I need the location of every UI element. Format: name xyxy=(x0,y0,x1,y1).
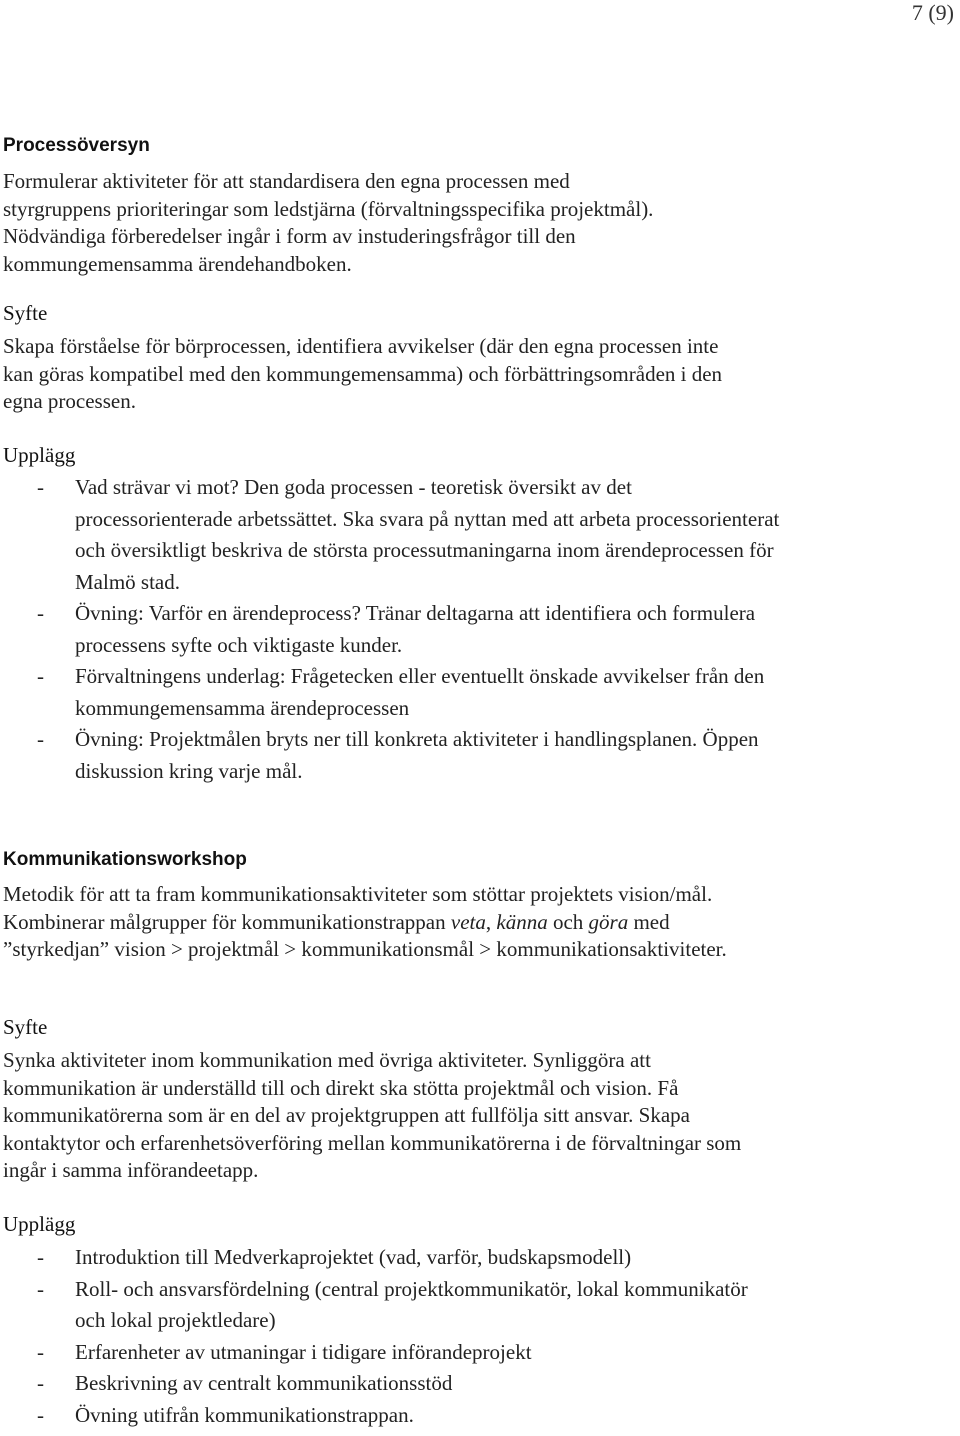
list-dash: - xyxy=(37,1245,44,1269)
comm-upplagg-list xyxy=(3,1242,773,1431)
list-item: - Roll- och ansvarsfördelning (central projektkommunikatör, lokal kommunikatör och lokal projektledare) xyxy=(3,1274,773,1337)
list-dash: - xyxy=(37,601,44,625)
process-syfte xyxy=(3,299,953,416)
list-item: - Övning: Projektmålen bryts ner till konkreta aktiviteter i handlingsplanen. Öppen diskussion kring varje mål. xyxy=(3,724,793,787)
process-upplagg xyxy=(3,441,953,787)
list-item: - Erfarenheter av utmaningar i tidigare införandeprojekt xyxy=(3,1337,773,1369)
section-heading-comm: Kommunikationsworkshop xyxy=(3,849,247,870)
list-dash: - xyxy=(37,1339,44,1364)
comm-syfte-text: Synka aktiviteter inom kommunikation med övriga aktiviteter. Synliggöra att kommunikation är underställd till och direkt ska stötta projektmål och vision. Få kommunikatörerna som är en del av projektgruppen att fullfölja sitt ansvar. Skapa kontaktytor och erfarenhetsöverföring mellan kommunikatörerna i de förvaltningar som ingår i samma införandeetapp. xyxy=(3,1048,742,1182)
section-comm xyxy=(3,848,953,964)
process-syfte-label: Syfte xyxy=(3,301,48,325)
comm-upplagg xyxy=(3,1210,953,1431)
comm-intro: Metodik för att ta fram kommunikationsaktiviteter som stöttar projektets vision/mål. Kombinerar målgrupper för kommunikationstrappan veta, känna och göra med ”styrkedjan” vision > projektmål > kommunikationsmål > kommunikationsaktiviteter. xyxy=(3,882,727,961)
list-dash: - xyxy=(37,475,44,499)
list-dash: - xyxy=(37,1371,44,1395)
comm-upplagg-label: Upplägg xyxy=(3,1212,76,1236)
page-number: 7 (9) xyxy=(911,0,954,25)
list-dash: - xyxy=(37,727,44,751)
list-item: - Introduktion till Medverkaprojektet (vad, varför, budskapsmodell) xyxy=(3,1242,773,1274)
section-heading-process: Processöversyn xyxy=(3,135,150,156)
list-item: - Vad strävar vi mot? Den goda processen - teoretisk översikt av det processorienterade arbetssättet. Ska svara på nyttan med att arbeta processorienterat och översiktligt beskriva de största processutmaningarna inom ärendeprocessen för Malmö stad. xyxy=(3,472,793,598)
comm-syfte xyxy=(3,1013,953,1185)
list-item: - Övning: Varför en ärendeprocess? Tränar deltagarna att identifiera och formulera processens syfte och viktigaste kunder. xyxy=(3,598,793,661)
process-syfte-text: Skapa förståelse för börprocessen, identifiera avvikelser (där den egna processen inte kan göras kompatibel med den kommungemensamma) och förbättringsområden i den egna processen. xyxy=(3,334,723,413)
list-item: - Övning utifrån kommunikationstrappan. xyxy=(3,1400,773,1432)
process-intro: Formulerar aktiviteter för att standardisera den egna processen med styrgruppens prioriteringar som ledstjärna (förvaltningsspecifika projektmål). Nödvändiga förberedelser ingår i form av instuderingsfrågor till den kommungemensamma ärendehandboken. xyxy=(3,169,654,276)
list-dash: - xyxy=(37,1402,44,1427)
process-upplagg-list xyxy=(3,472,793,787)
list-item: - Förvaltningens underlag: Frågetecken eller eventuellt önskade avvikelser från den kommungemensamma ärendeprocessen xyxy=(3,661,793,724)
comm-syfte-label: Syfte xyxy=(3,1015,48,1039)
list-dash: - xyxy=(37,664,44,688)
section-process xyxy=(3,134,953,278)
list-item: - Beskrivning av centralt kommunikationsstöd xyxy=(3,1368,773,1400)
list-dash: - xyxy=(37,1276,44,1301)
process-upplagg-label: Upplägg xyxy=(3,443,76,467)
